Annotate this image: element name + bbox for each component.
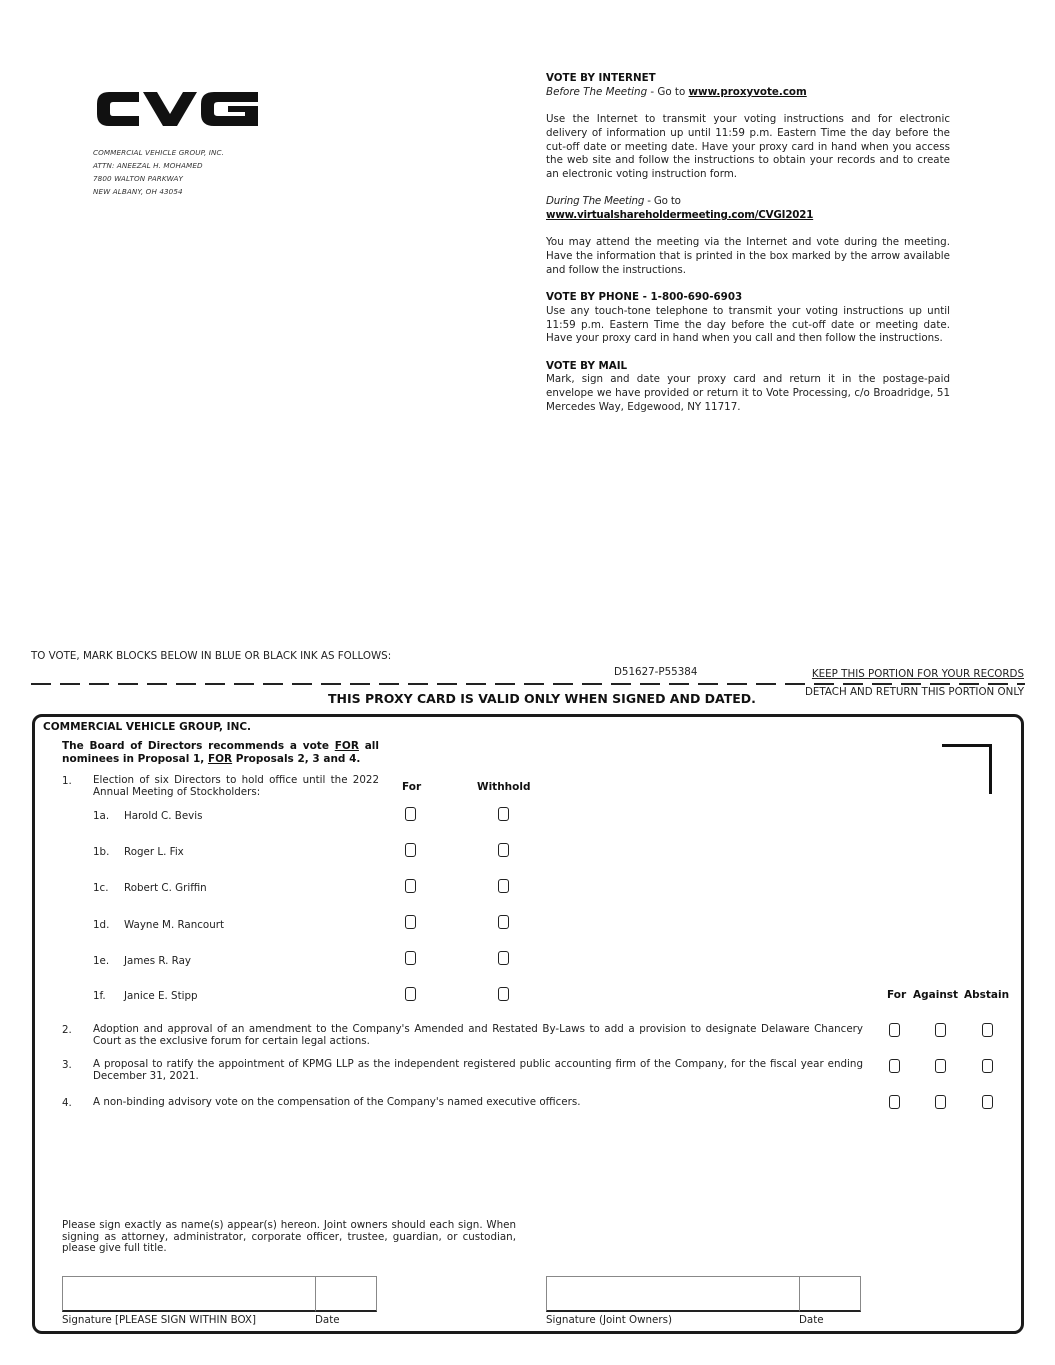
checkbox-1e-withhold[interactable] — [498, 951, 509, 965]
rec-text: Proposals 2, 3 and 4. — [232, 752, 361, 765]
col-header-against: Against — [913, 989, 959, 1001]
col-header-for: For — [402, 781, 422, 793]
checkbox-1a-withhold[interactable] — [498, 807, 509, 821]
joint-date-label: Date — [799, 1314, 824, 1326]
col-header-for: For — [887, 989, 907, 1001]
nominee-id: 1a. — [93, 810, 110, 822]
during-meeting-line — [546, 195, 950, 222]
joint-date-field[interactable] — [799, 1276, 861, 1312]
date-label: Date — [315, 1314, 340, 1326]
internet-heading: VOTE BY INTERNET — [546, 72, 656, 84]
nominee-name: Harold C. Bevis — [124, 810, 203, 822]
checkbox-1b-withhold[interactable] — [498, 843, 509, 857]
phone-body: Use any touch-tone telephone to transmit your voting instructions up until 11:59 p.m. Eastern Time the day before the cut-off date or meeting date. Have your proxy card in hand when you call and then follow the instructions. — [546, 304, 950, 345]
checkbox-3-for[interactable] — [889, 1059, 900, 1073]
date-field[interactable] — [315, 1276, 377, 1312]
mark-instruction: TO VOTE, MARK BLOCKS BELOW IN BLUE OR BLACK INK AS FOLLOWS: — [31, 650, 392, 662]
proposal-number: 3. — [62, 1059, 72, 1071]
proposal-1-text: Election of six Directors to hold office until the 2022 Annual Meeting of Stockholders: — [93, 774, 379, 798]
proposal-3-text: A proposal to ratify the appointment of KPMG LLP as the independent registered public accounting firm of the Company, for the fiscal year ending December 31, 2021. — [93, 1058, 863, 1082]
before-meeting-label: Before The Meeting — [546, 85, 648, 98]
signature-field[interactable] — [62, 1276, 316, 1312]
arrow-marker-corner — [942, 744, 992, 794]
before-goto: - Go to — [647, 85, 689, 98]
checkbox-1f-for[interactable] — [405, 987, 416, 1001]
nominee-id: 1d. — [93, 919, 110, 931]
col-header-withhold: Withhold — [477, 781, 531, 793]
valid-notice: THIS PROXY CARD IS VALID ONLY WHEN SIGNED AND DATED. — [328, 691, 756, 706]
proposal-2-text: Adoption and approval of an amendment to the Company's Amended and Restated By-Laws to add a provision to designate Delaware Chancery Court as the exclusive forum for certain legal actions. — [93, 1023, 863, 1047]
voting-instructions — [546, 72, 950, 415]
checkbox-1e-for[interactable] — [405, 951, 416, 965]
checkbox-4-for[interactable] — [889, 1095, 900, 1109]
nominee-id: 1b. — [93, 846, 110, 858]
during-goto: - Go to — [644, 195, 681, 208]
address-line: 7800 WALTON PARKWAY — [93, 174, 184, 183]
signature-label: Signature [PLEASE SIGN WITHIN BOX] — [62, 1314, 256, 1326]
checkbox-4-abstain[interactable] — [982, 1095, 993, 1109]
before-meeting-line — [546, 86, 950, 100]
checkbox-2-for[interactable] — [889, 1023, 900, 1037]
control-code: D51627-P55384 — [614, 666, 698, 678]
address-line: NEW ALBANY, OH 43054 — [93, 187, 183, 196]
mail-body: Mark, sign and date your proxy card and return it in the postage-paid envelope we have provided or return it to Vote Processing, c/o Broadridge, 51 Mercedes Way, Edgewood, NY 11717. — [546, 373, 950, 413]
detach-portion-text: DETACH AND RETURN THIS PORTION ONLY — [804, 686, 1024, 698]
proposal-number: 2. — [62, 1024, 72, 1036]
checkbox-2-abstain[interactable] — [982, 1023, 993, 1037]
nominee-name: James R. Ray — [124, 955, 192, 967]
proposal-4-text: A non-binding advisory vote on the compensation of the Company's named executive officers. — [93, 1096, 581, 1108]
mail-heading: VOTE BY MAIL — [546, 359, 628, 372]
rec-for: FOR — [334, 740, 359, 752]
signature-instructions: Please sign exactly as name(s) appear(s) hereon. Joint owners should each sign. When signing as attorney, administrator, corporate officer, trustee, guardian, or custodian, please give full title. — [62, 1219, 516, 1254]
col-header-abstain: Abstain — [964, 989, 1010, 1001]
during-meeting-label: During The Meeting — [546, 195, 645, 208]
rec-text: The Board of Directors recommends a vote — [62, 740, 335, 752]
nominee-id: 1c. — [93, 882, 109, 894]
rec-for: FOR — [207, 752, 233, 765]
nominee-id: 1e. — [93, 955, 110, 967]
checkbox-1c-withhold[interactable] — [498, 879, 509, 893]
address-line: ATTN: ANEEZAL H. MOHAMED — [93, 161, 203, 170]
checkbox-3-abstain[interactable] — [982, 1059, 993, 1073]
nominee-id: 1f. — [93, 990, 106, 1002]
address-line: COMMERCIAL VEHICLE GROUP, INC. — [93, 148, 224, 157]
phone-heading: VOTE BY PHONE - 1-800-690-6903 — [546, 291, 743, 304]
checkbox-3-against[interactable] — [935, 1059, 946, 1073]
checkbox-1a-for[interactable] — [405, 807, 416, 821]
during-body: You may attend the meeting via the Internet and vote during the meeting. Have the information that is printed in the box marked by the arrow available and follow the instructions. — [546, 236, 950, 276]
proposal-number: 1. — [62, 775, 72, 787]
keep-portion-text: KEEP THIS PORTION FOR YOUR RECORDS — [811, 668, 1024, 680]
rec-text: all nominees in Proposal 1, — [62, 740, 379, 765]
checkbox-1d-withhold[interactable] — [498, 915, 509, 929]
checkbox-1d-for[interactable] — [405, 915, 416, 929]
internet-body: Use the Internet to transmit your voting instructions and for electronic delivery of information up until 11:59 p.m. Eastern Time the day before the cut-off date or meeting date. Have your proxy card in hand when you access the web site and follow the instructions to obtain your records and to create an electronic voting instruction form. — [546, 113, 950, 180]
joint-signature-field[interactable] — [546, 1276, 800, 1312]
ballot-company-name: COMMERCIAL VEHICLE GROUP, INC. — [43, 721, 252, 733]
company-address — [93, 146, 224, 198]
joint-signature-label: Signature (Joint Owners) — [546, 1314, 673, 1326]
nominee-name: Robert C. Griffin — [124, 882, 207, 894]
cvg-logo — [95, 88, 260, 130]
proposal-number: 4. — [62, 1097, 72, 1109]
board-recommendation — [62, 740, 379, 765]
checkbox-4-against[interactable] — [935, 1095, 946, 1109]
nominee-name: Janice E. Stipp — [124, 990, 198, 1002]
detach-line — [31, 683, 1025, 685]
checkbox-2-against[interactable] — [935, 1023, 946, 1037]
virtual-meeting-link[interactable]: www.virtualshareholdermeeting.com/CVGI2021 — [546, 209, 814, 221]
checkbox-1b-for[interactable] — [405, 843, 416, 857]
proxyvote-link[interactable]: www.proxyvote.com — [688, 85, 807, 98]
nominee-name: Roger L. Fix — [124, 846, 184, 858]
checkbox-1f-withhold[interactable] — [498, 987, 509, 1001]
nominee-name: Wayne M. Rancourt — [124, 919, 225, 931]
checkbox-1c-for[interactable] — [405, 879, 416, 893]
